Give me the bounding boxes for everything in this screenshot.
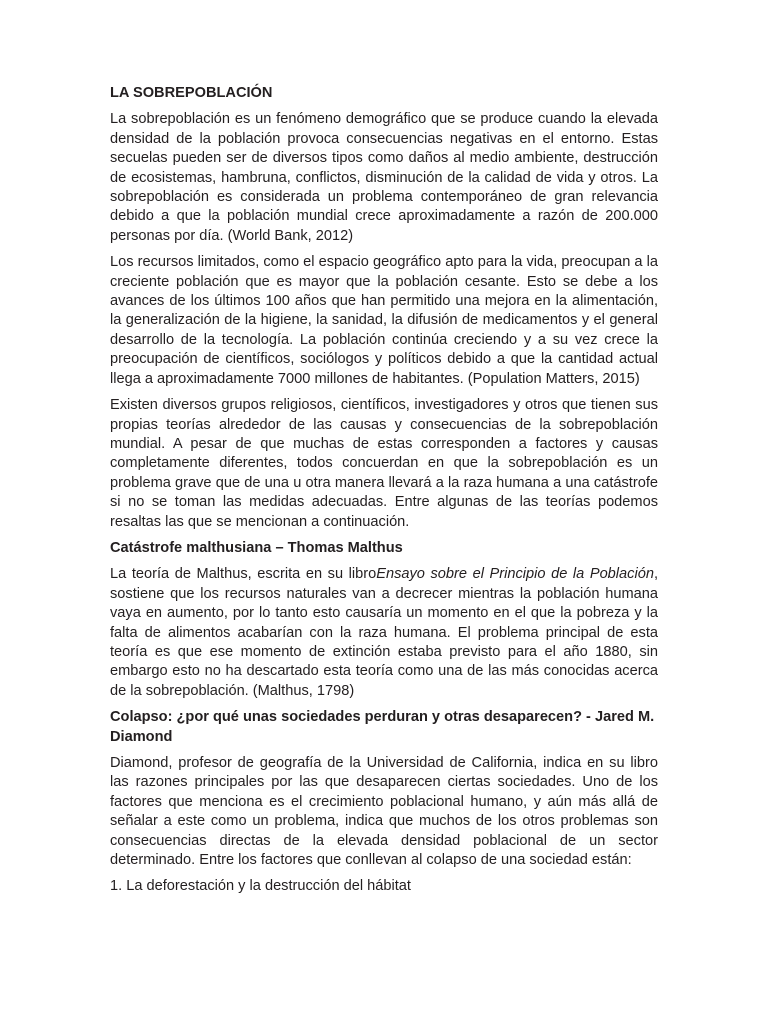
list-item-deforestation: 1. La deforestación y la destrucción del hábitat <box>110 878 411 895</box>
paragraph-malthus-start: La teoría de Malthus, escrita en su libro <box>110 566 377 583</box>
book-title-malthus: Ensayo sobre el Principio de la Población <box>376 566 654 583</box>
paragraph-theories: Existen diversos grupos religiosos, científicos, investigadores y otros que tienen sus propias teorías alrededor de las causas y consecuencias de la sobrepoblación mundial. A pesar de que muchas de estas corresponden a factores y causas completamente diferentes, todos concuerdan en que la sobrepoblación es un problema grave que de una u otra manera llevará a la raza humana a una catástrofe si no se toman las medidas adecuadas. Entre algunas de las teorías podemos resaltas las que se mencionan a continuación. <box>110 397 658 530</box>
page-title: LA SOBREPOBLACIÓN <box>110 85 273 101</box>
paragraph-intro: La sobrepoblación es un fenómeno demográfico que se produce cuando la elevada densidad de la población provoca consecuencias negativas en el entorno. Estas secuelas pueden ser de diversos tipos como daños al medio ambiente, destrucción de ecosistemas, hambruna, conflictos, disminución de la calidad de vida y otros. La sobrepoblación es considerada un problema contemporáneo de gran relevancia debido a que la población mundial crece aproximadamente a razón de 200.000 personas por día. (World Bank, 2012) <box>110 111 658 244</box>
paragraph-malthus-rest: , sostiene que los recursos naturales van a decrecer mientras la población humana vaya en aumento, por lo tanto esto causaría un momento en el que la pobreza y la falta de alimentos acabarían con la raza humana. El problema principal de esta teoría es que ese momento de extinción estaba previsto para el año 1880, sin embargo esto no ha descartado esta teoría como una de las más conocidas acerca de la sobrepoblación. (Malthus, 1798) <box>110 566 658 699</box>
section-heading-malthus: Catástrofe malthusiana – Thomas Malthus <box>110 539 403 556</box>
document-body <box>110 84 658 897</box>
paragraph-malthus <box>110 565 658 701</box>
section-heading-diamond: Colapso: ¿por qué unas sociedades perduran y otras desaparecen? - Jared M. Diamond <box>110 709 655 745</box>
paragraph-limited-resources: Los recursos limitados, como el espacio geográfico apto para la vida, preocupan a la creciente población que es mayor que la población cesante. Esto se debe a los avances de los últimos 100 años que han permitido una mejora en la alimentación, la generalización de la higiene, la sanidad, la difusión de medicamentos y el general desarrollo de la tecnología. La población continúa creciendo y a su vez crece la preocupación de científicos, sociólogos y políticos debido a que la cantidad actual llega a aproximadamente 7000 millones de habitantes. (Population Matters, 2015) <box>110 254 658 387</box>
paragraph-diamond: Diamond, profesor de geografía de la Universidad de California, indica en su libro las razones principales por las que desaparecen ciertas sociedades. Uno de los factores que menciona es el crecimiento poblacional humano, y aún más allá de señalar a este como un problema, indica que muchos de los otros problemas son consecuencias directas de la elevada densidad poblacional de un sector determinado. Entre los factores que conllevan al colapso de una sociedad están: <box>110 755 658 869</box>
